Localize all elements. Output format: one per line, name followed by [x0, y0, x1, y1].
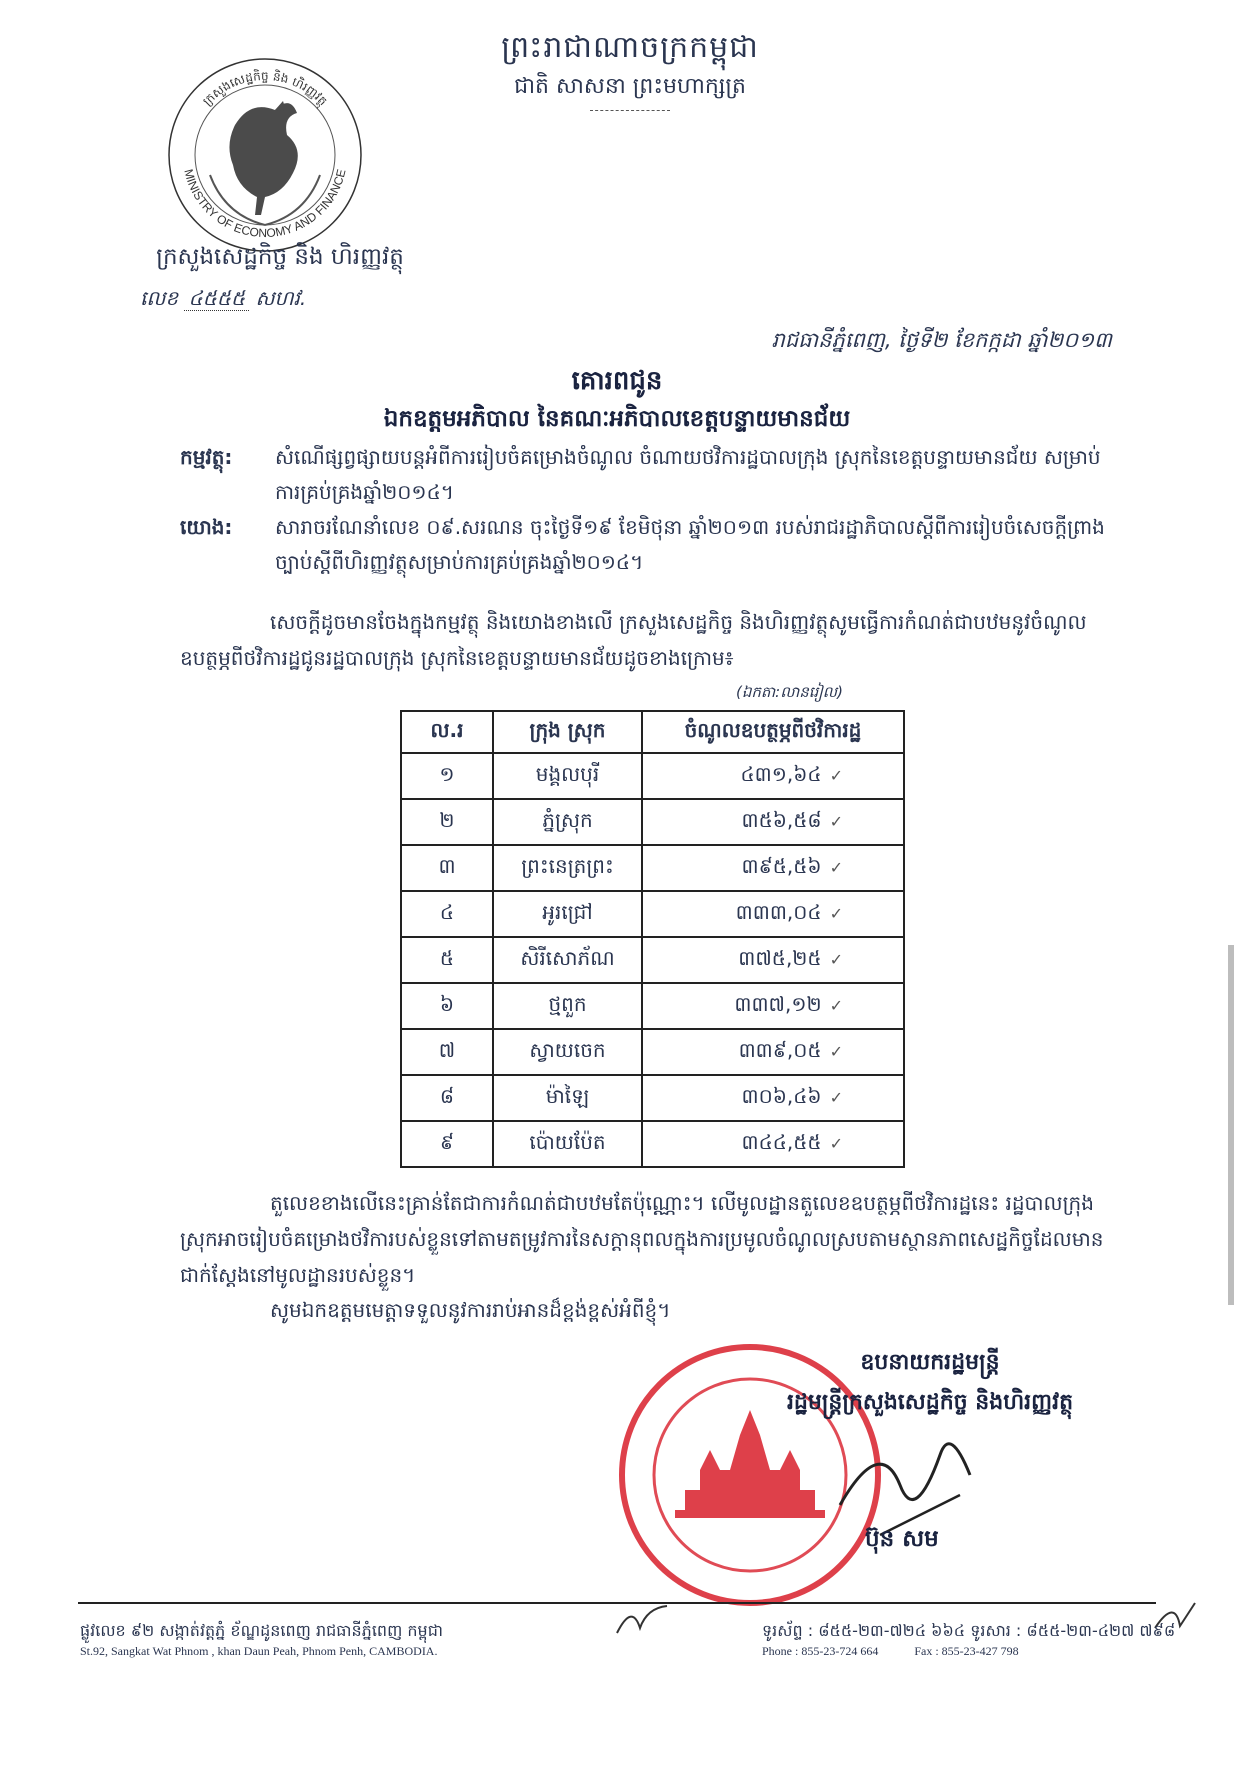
row-district: ប៉ោយប៉ែត: [493, 1121, 642, 1167]
table-row: [401, 845, 904, 891]
row-district: មង្គលបុរី: [493, 753, 642, 799]
row-district: ម៉ាឡៃ: [493, 1075, 642, 1121]
letter-number: [140, 285, 306, 315]
checkmark-icon: ✓: [829, 766, 843, 785]
seal-khmer-text: ក្រសួងសេដ្ឋកិច្ច និង ហិរញ្ញវត្ថុ: [200, 68, 331, 109]
row-amount-value: ៣៧៥,២៥: [738, 946, 822, 970]
national-motto: ជាតិ សាសនា ព្រះមហាក្សត្រ: [514, 74, 746, 99]
ministry-seal-logo: [165, 55, 365, 255]
body-paragraph-3-text: សូមឯកឧត្តមមេត្តាទទួលនូវការរាប់អានដ៏ខ្ពង់ខ្ពស់អំពីខ្ញុំ។: [270, 1298, 671, 1322]
reference-field: [180, 510, 1120, 586]
table-row: [401, 1121, 904, 1167]
checkmark-icon: ✓: [829, 904, 843, 923]
checkmark-icon: ✓: [829, 858, 843, 877]
reference-text: សារាចរណែនាំលេខ ០៩.សរណន ចុះថ្ងៃទី១៩ ខែមិថុនា ឆ្នាំ២០១៣ របស់រាជរដ្ឋាភិបាលស្តីពីការរៀបចំសេចក្តីព្រាងច្បាប់ស្តីពីហិរញ្ញវត្ថុសម្រាប់ការគ្រប់គ្រងឆ្នាំ២០១៤។: [275, 515, 1105, 574]
row-amount: [642, 1121, 904, 1167]
table-row: [401, 983, 904, 1029]
unit-note: (ឯកតា:លានរៀល): [736, 683, 843, 701]
row-district: ភ្នំស្រុក: [493, 799, 642, 845]
body-paragraph-1-text: សេចក្តីដូចមានចែងក្នុងកម្មវត្ថុ និងយោងខាងលើ ក្រសួងសេដ្ឋកិច្ច និងហិរញ្ញវត្ថុសូមធ្វើការកំណត់ជាបឋមនូវចំណូលឧបត្ថម្ភពីថវិការដ្ឋជូនរដ្ឋបាលក្រុង ស្រុកនៃខេត្តបន្ទាយមានជ័យដូចខាងក្រោម៖: [180, 610, 1087, 670]
recipient-line: ឯកឧត្តមអភិបាល នៃគណៈអភិបាលខេត្តបន្ទាយមានជ័យ: [383, 406, 851, 432]
signatory-title-2: រដ្ឋមន្ត្រីក្រសួងសេដ្ឋកិច្ច និងហិរញ្ញវត្ថុ: [786, 1390, 1074, 1415]
body-paragraph-3: [180, 1292, 1120, 1328]
row-amount: [642, 937, 904, 983]
row-district: អូរជ្រៅ: [493, 891, 642, 937]
footer-contact: [762, 1620, 1175, 1659]
budget-table: [400, 710, 905, 1168]
row-no: ៧: [401, 1029, 493, 1075]
table-row: [401, 937, 904, 983]
footer-contact-kh: ទូរស័ព្ទ : ៨៥៥-២៣-៧២៤ ៦៦៤ ទូរសារ : ៨៥៥-២៣-៤២៧ ៧៩៨: [762, 1621, 1176, 1640]
subject-text: សំណើផ្សព្វផ្សាយបន្តអំពីការរៀបចំគម្រោងចំណូល ចំណាយថវិការដ្ឋបាលក្រុង ស្រុកនៃខេត្តបន្ទាយមានជ័យ សម្រាប់ការគ្រប់គ្រងឆ្នាំ២០១៤។: [275, 445, 1101, 504]
row-amount-value: ៣៣៧,១២: [734, 992, 822, 1016]
checkmark-icon: ✓: [829, 996, 843, 1015]
subject-label: កម្មវត្ថុ:: [180, 445, 233, 469]
date-line: រាជធានីភ្នំពេញ, ថ្ងៃទី២ ខែកក្កដា ឆ្នាំ២០១៣: [771, 328, 1112, 352]
row-amount: [642, 891, 904, 937]
row-amount-value: ៣០៦,៤៦: [741, 1084, 822, 1108]
row-amount-value: ៣៣៣,០៤: [735, 900, 822, 924]
row-amount: [642, 845, 904, 891]
ministry-name: ក្រសួងសេដ្ឋកិច្ច និង ហិរញ្ញវត្ថុ: [156, 244, 404, 270]
row-amount-value: ៣៥៦,៥៨: [741, 808, 822, 832]
row-no: ៦: [401, 983, 493, 1029]
row-amount: [642, 1075, 904, 1121]
row-district: ស្វាយចេក: [493, 1029, 642, 1075]
row-amount-value: ៤៣១,៦៤: [740, 762, 822, 786]
reference-label: យោង:: [180, 515, 233, 539]
row-district: សិរីសោភ័ណ: [493, 937, 642, 983]
checkmark-icon: ✓: [829, 1134, 843, 1153]
footer-address: [80, 1620, 443, 1659]
row-no: ៤: [401, 891, 493, 937]
table-row: [401, 799, 904, 845]
row-amount: [642, 799, 904, 845]
row-amount-value: ៣៩៥,៥៦: [741, 854, 822, 878]
row-no: ២: [401, 799, 493, 845]
row-amount-value: ៣៣៩,០៥: [738, 1038, 822, 1062]
row-amount-value: ៣៤៤,៥៥: [741, 1130, 822, 1154]
subject-field: [180, 440, 1120, 516]
header-no: ល.រ: [401, 711, 493, 753]
checkmark-icon: ✓: [829, 950, 843, 969]
footer-fax: Fax : 855-23-427 798: [914, 1644, 1019, 1658]
seal-english-text: MINISTRY OF ECONOMY AND FINANCE: [181, 167, 349, 241]
row-no: ១: [401, 753, 493, 799]
row-amount: [642, 1029, 904, 1075]
table-row: [401, 891, 904, 937]
row-district: ព្រះនេត្រព្រះ: [493, 845, 642, 891]
header-district: ក្រុង ស្រុក: [493, 711, 642, 753]
signatory-name: ប៊ុន សម: [865, 1526, 939, 1552]
row-no: ៩: [401, 1121, 493, 1167]
footer-phone: Phone : 855-23-724 664: [762, 1644, 879, 1658]
checkmark-icon: ✓: [829, 1088, 843, 1107]
table-row: [401, 1029, 904, 1075]
letter-number-value: ៤៥៥៥: [184, 286, 249, 311]
row-no: ៥: [401, 937, 493, 983]
motto-ornament: [590, 110, 670, 113]
respectfully-to: គោរពជូន: [571, 366, 663, 396]
signatory-title-1: ឧបនាយករដ្ឋមន្ត្រី: [860, 1350, 1000, 1375]
footer-address-kh: ផ្លូវលេខ ៩២ សង្កាត់វត្តភ្នំ ខ័ណ្ឌដូនពេញ រាជធានីភ្នំពេញ កម្ពុជា: [80, 1621, 443, 1640]
scan-edge-mark: [1228, 945, 1234, 1305]
header-amount: ចំណូលឧបត្ថម្ភពីថវិការដ្ឋ: [642, 711, 904, 753]
footer-address-en: St.92, Sangkat Wat Phnom , khan Daun Peah, Phnom Penh, CAMBODIA.: [80, 1644, 438, 1658]
row-district: ថ្មពួក: [493, 983, 642, 1029]
row-amount: [642, 753, 904, 799]
letter-number-suffix: សហវ.: [255, 286, 307, 310]
table-row: [401, 753, 904, 799]
row-no: ៨: [401, 1075, 493, 1121]
body-paragraph-1: [180, 604, 1120, 676]
letter-number-label: លេខ: [140, 286, 179, 310]
checkmark-icon: ✓: [829, 1042, 843, 1061]
checkmark-icon: ✓: [829, 812, 843, 831]
kingdom-heading: ព្រះរាជាណាចក្រកម្ពុជា: [501, 30, 759, 65]
body-paragraph-2: [180, 1185, 1120, 1293]
row-no: ៣: [401, 845, 493, 891]
footer-contact-en: [762, 1644, 1175, 1659]
body-paragraph-2-text: តួលេខខាងលើនេះគ្រាន់តែជាការកំណត់ជាបឋមតែប៉ុណ្ណោះ។ លើមូលដ្ឋានតួលេខឧបត្ថម្ភពីថវិការដ្ឋនេះ រដ្ឋបាលក្រុង ស្រុកអាចរៀបចំគម្រោងថវិការបស់ខ្លួនទៅតាមតម្រូវការនៃសក្តានុពលក្នុងការប្រមូលចំណូលស្របតាមស្ថានភាពសេដ្ឋកិច្ចដែលមានជាក់ស្តែងនៅមូលដ្ឋានរបស់ខ្លួន។: [180, 1191, 1104, 1287]
svg-text:ក្រសួងសេដ្ឋកិច្ច និង ហិរញ្ញវត្: [200, 68, 330, 110]
row-amount: [642, 983, 904, 1029]
initials-mark: [612, 1598, 672, 1638]
table-row: [401, 1075, 904, 1121]
table-header-row: [401, 711, 904, 753]
